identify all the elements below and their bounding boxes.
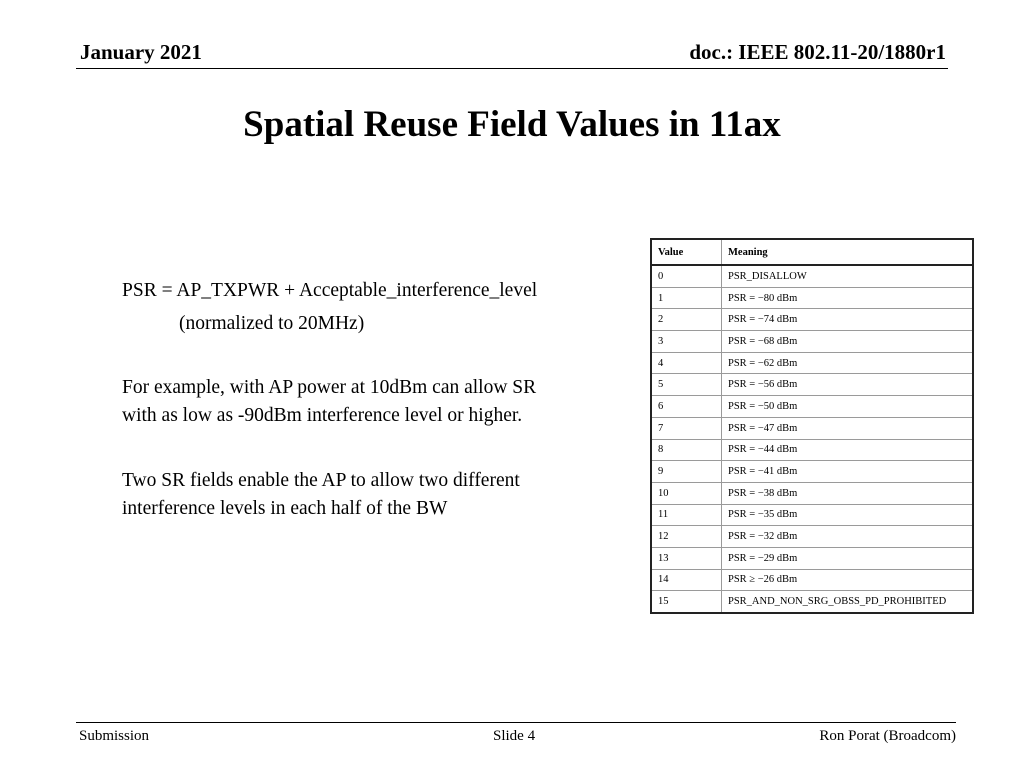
table-cell-value: 0: [651, 265, 722, 287]
table-row: [651, 396, 973, 418]
table-cell-meaning: PSR = −32 dBm: [722, 526, 974, 548]
footer-author: Ron Porat (Broadcom): [819, 728, 956, 744]
table-cell-meaning: PSR_DISALLOW: [722, 265, 974, 287]
table-row: [651, 482, 973, 504]
table-cell-meaning: PSR = −74 dBm: [722, 309, 974, 331]
table-cell-meaning: PSR = −68 dBm: [722, 331, 974, 353]
table-header-row: [651, 239, 973, 265]
psr-formula-note: (normalized to 20MHz): [179, 313, 365, 334]
table-row: [651, 591, 973, 613]
example-line-1: For example, with AP power at 10dBm can allow SR: [122, 377, 537, 398]
table-row: [651, 417, 973, 439]
table-row: [651, 526, 973, 548]
example-paragraph: [122, 374, 632, 430]
table-cell-meaning: PSR = −29 dBm: [722, 547, 974, 569]
footer-divider: [76, 722, 956, 723]
table-header-meaning: Meaning: [722, 239, 974, 265]
table-cell-value: 15: [651, 591, 722, 613]
table-row: [651, 287, 973, 309]
table-header-value: Value: [651, 239, 722, 265]
two-fields-line-1: Two SR fields enable the AP to allow two different: [122, 470, 520, 491]
psr-formula: PSR = AP_TXPWR + Acceptable_interference_level: [122, 280, 538, 301]
table-cell-meaning: PSR = −38 dBm: [722, 482, 974, 504]
table-row: [651, 569, 973, 591]
table-cell-value: 10: [651, 482, 722, 504]
table-cell-meaning: PSR = −47 dBm: [722, 417, 974, 439]
table-row: [651, 309, 973, 331]
table-cell-meaning: PSR = −35 dBm: [722, 504, 974, 526]
table-cell-value: 11: [651, 504, 722, 526]
table-cell-value: 12: [651, 526, 722, 548]
example-line-2: with as low as -90dBm interference level or higher.: [122, 405, 523, 426]
table-row: [651, 352, 973, 374]
table-cell-value: 6: [651, 396, 722, 418]
header-date: January 2021: [80, 40, 202, 64]
footer-slide-number: Slide 4: [493, 728, 536, 744]
table-cell-value: 2: [651, 309, 722, 331]
table-row: [651, 374, 973, 396]
table-cell-value: 7: [651, 417, 722, 439]
table-cell-value: 14: [651, 569, 722, 591]
table-row: [651, 265, 973, 287]
table-cell-value: 4: [651, 352, 722, 374]
table-cell-meaning: PSR_AND_NON_SRG_OBSS_PD_PROHIBITED: [722, 591, 974, 613]
table-cell-meaning: PSR = −80 dBm: [722, 287, 974, 309]
table-cell-meaning: PSR = −50 dBm: [722, 396, 974, 418]
table-cell-value: 3: [651, 331, 722, 353]
table-row: [651, 547, 973, 569]
table-row: [651, 504, 973, 526]
two-fields-line-2: interference levels in each half of the BW: [122, 498, 448, 519]
table-row: [651, 461, 973, 483]
header-divider: [76, 68, 948, 69]
table-cell-meaning: PSR ≥ −26 dBm: [722, 569, 974, 591]
table-row: [651, 331, 973, 353]
table-cell-value: 5: [651, 374, 722, 396]
footer-submission: Submission: [79, 728, 150, 744]
table-cell-meaning: PSR = −44 dBm: [722, 439, 974, 461]
table-cell-meaning: PSR = −56 dBm: [722, 374, 974, 396]
table-cell-meaning: PSR = −62 dBm: [722, 352, 974, 374]
table-cell-value: 13: [651, 547, 722, 569]
two-fields-paragraph: [122, 467, 632, 523]
spatial-reuse-table: [650, 238, 974, 614]
table-cell-value: 9: [651, 461, 722, 483]
table-body: [651, 265, 973, 613]
table-cell-value: 8: [651, 439, 722, 461]
table-cell-meaning: PSR = −41 dBm: [722, 461, 974, 483]
table-cell-value: 1: [651, 287, 722, 309]
header-doc-id: doc.: IEEE 802.11-20/1880r1: [689, 40, 946, 64]
table-row: [651, 439, 973, 461]
slide-title: Spatial Reuse Field Values in 11ax: [243, 104, 781, 145]
